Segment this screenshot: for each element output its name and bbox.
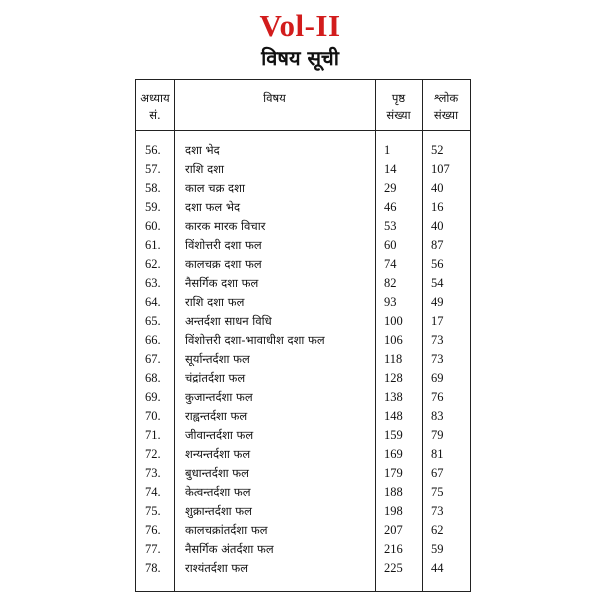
shloka-count: 59 <box>431 542 444 556</box>
chapter-number: 63. <box>145 276 161 290</box>
chapter-subject: चंद्रांतर्दशा फल <box>185 371 246 385</box>
table-row <box>136 274 470 293</box>
contents-heading: विषय सूची <box>261 46 339 70</box>
shloka-count: 79 <box>431 428 444 442</box>
chapter-number: 77. <box>145 542 161 556</box>
chapter-subject: अन्तर्दशा साधन विधि <box>185 314 272 328</box>
table-row <box>136 255 470 274</box>
shloka-count: 73 <box>431 504 444 518</box>
chapter-subject: काल चक्र दशा <box>185 181 245 195</box>
chapter-subject: दशा फल भेद <box>185 200 241 214</box>
chapter-number: 68. <box>145 371 161 385</box>
column-header-subject <box>174 90 375 107</box>
table-row <box>136 312 470 331</box>
chapter-subject: राश्यंतर्दशा फल <box>185 561 249 575</box>
shloka-count: 62 <box>431 523 444 537</box>
chapter-number: 75. <box>145 504 161 518</box>
table-row <box>136 293 470 312</box>
page-number: 216 <box>384 542 403 556</box>
page-number: 128 <box>384 371 403 385</box>
chapter-number: 70. <box>145 409 161 423</box>
header-line: विषय <box>263 91 286 105</box>
shloka-count: 16 <box>431 200 444 214</box>
chapter-number: 62. <box>145 257 161 271</box>
chapter-subject: दशा भेद <box>185 143 220 157</box>
table-row <box>136 198 470 217</box>
page-number: 46 <box>384 200 397 214</box>
shloka-count: 81 <box>431 447 444 461</box>
chapter-number: 71. <box>145 428 161 442</box>
chapter-number: 76. <box>145 523 161 537</box>
chapter-subject: विंशोत्तरी दशा-भावाधीश दशा फल <box>185 333 325 347</box>
page-number: 169 <box>384 447 403 461</box>
chapter-number: 73. <box>145 466 161 480</box>
page-number: 225 <box>384 561 403 575</box>
shloka-count: 73 <box>431 352 444 366</box>
shloka-count: 49 <box>431 295 444 309</box>
table-row <box>136 388 470 407</box>
page-number: 60 <box>384 238 397 252</box>
page-number: 100 <box>384 314 403 328</box>
chapter-number: 61. <box>145 238 161 252</box>
page-number: 207 <box>384 523 403 537</box>
table-row <box>136 217 470 236</box>
shloka-count: 107 <box>431 162 450 176</box>
table-row <box>136 141 470 160</box>
table-row <box>136 464 470 483</box>
page-number: 179 <box>384 466 403 480</box>
header-divider <box>136 130 470 131</box>
shloka-count: 87 <box>431 238 444 252</box>
page-number: 159 <box>384 428 403 442</box>
page-number: 53 <box>384 219 397 233</box>
chapter-subject: विंशोत्तरी दशा फल <box>185 238 262 252</box>
page-number: 29 <box>384 181 397 195</box>
chapter-number: 74. <box>145 485 161 499</box>
chapter-number: 59. <box>145 200 161 214</box>
shloka-count: 73 <box>431 333 444 347</box>
page-number: 82 <box>384 276 397 290</box>
table-row <box>136 445 470 464</box>
shloka-count: 56 <box>431 257 444 271</box>
shloka-count: 76 <box>431 390 444 404</box>
chapter-number: 58. <box>145 181 161 195</box>
shloka-count: 67 <box>431 466 444 480</box>
chapter-subject: नैसर्गिक दशा फल <box>185 276 259 290</box>
table-row <box>136 160 470 179</box>
page-number: 148 <box>384 409 403 423</box>
shloka-count: 83 <box>431 409 444 423</box>
chapter-number: 66. <box>145 333 161 347</box>
column-header-shloka <box>422 90 470 124</box>
table-row <box>136 350 470 369</box>
table-row <box>136 502 470 521</box>
header-line: अध्याय <box>140 91 170 105</box>
chapter-subject: बुधान्तर्दशा फल <box>185 466 249 480</box>
chapter-subject: नैसर्गिक अंतर्दशा फल <box>185 542 274 556</box>
column-header-page <box>375 90 422 124</box>
column-header-chapter <box>136 90 174 124</box>
chapter-subject: कालचक्र दशा फल <box>185 257 262 271</box>
chapter-subject: कारक मारक विचार <box>185 219 266 233</box>
chapter-number: 69. <box>145 390 161 404</box>
chapter-subject: सूर्यान्तर्दशा फल <box>185 352 250 366</box>
table-row <box>136 540 470 559</box>
chapter-subject: जीवान्तर्दशा फल <box>185 428 254 442</box>
shloka-count: 52 <box>431 143 444 157</box>
chapter-number: 65. <box>145 314 161 328</box>
table-row <box>136 369 470 388</box>
table-row <box>136 426 470 445</box>
volume-title: Vol-II <box>259 8 341 43</box>
table-row <box>136 236 470 255</box>
shloka-count: 40 <box>431 181 444 195</box>
table-row <box>136 407 470 426</box>
chapter-number: 57. <box>145 162 161 176</box>
chapter-subject: केत्वन्तर्दशा फल <box>185 485 251 499</box>
header-line: संख्या <box>386 108 411 122</box>
chapter-number: 78. <box>145 561 161 575</box>
page-number: 14 <box>384 162 397 176</box>
chapter-number: 56. <box>145 143 161 157</box>
chapter-number: 64. <box>145 295 161 309</box>
chapter-subject: शुक्रान्तर्दशा फल <box>185 504 252 518</box>
chapter-subject: शन्यन्तर्दशा फल <box>185 447 251 461</box>
page-number: 1 <box>384 143 391 157</box>
page-number: 138 <box>384 390 403 404</box>
page-number: 198 <box>384 504 403 518</box>
shloka-count: 75 <box>431 485 444 499</box>
page-number: 188 <box>384 485 403 499</box>
header-line: संख्या <box>433 108 459 122</box>
table-row <box>136 559 470 578</box>
chapter-subject: कुजान्तर्दशा फल <box>185 390 253 404</box>
shloka-count: 44 <box>431 561 444 575</box>
chapter-number: 60. <box>145 219 161 233</box>
header-line: श्लोक <box>433 91 459 105</box>
header-line: पृष्ठ <box>391 91 406 105</box>
chapter-subject: राह्वन्तर्दशा फल <box>185 409 248 423</box>
page-number: 106 <box>384 333 403 347</box>
chapter-number: 72. <box>145 447 161 461</box>
shloka-count: 40 <box>431 219 444 233</box>
page-number: 74 <box>384 257 397 271</box>
header-line: सं. <box>149 108 161 122</box>
chapter-subject: कालचक्रांतर्दशा फल <box>185 523 268 537</box>
page-number: 118 <box>384 352 403 366</box>
table-row <box>136 483 470 502</box>
chapter-subject: राशि दशा फल <box>185 295 245 309</box>
shloka-count: 17 <box>431 314 444 328</box>
chapter-subject: राशि दशा <box>185 162 225 176</box>
chapter-number: 67. <box>145 352 161 366</box>
contents-table <box>135 79 471 592</box>
table-row <box>136 521 470 540</box>
table-row <box>136 331 470 350</box>
table-row <box>136 179 470 198</box>
shloka-count: 54 <box>431 276 444 290</box>
shloka-count: 69 <box>431 371 444 385</box>
page-number: 93 <box>384 295 397 309</box>
